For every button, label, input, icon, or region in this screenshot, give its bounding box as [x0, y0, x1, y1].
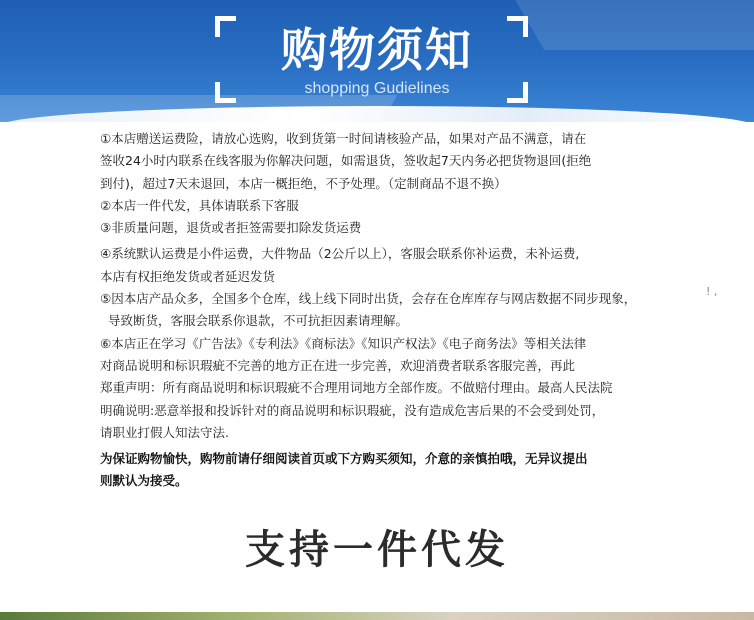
note-line: 本店有权拒绝发货或者延迟发货 [100, 268, 276, 284]
note-line: 郑重声明：所有商品说明和标识瑕疵不合理用词地方全部作废。不做赔付理由。最高人民法院 [100, 380, 613, 396]
note-line: ⑤因本店产品众多，全国多个仓库，线上线下同时出货，会存在仓库库存与网店数据不同步现象， [100, 291, 637, 307]
note-line: ③非质量问题，退货或者拒签需要扣除发货运费 [100, 220, 362, 236]
banner-title: 购物须知 [281, 23, 473, 77]
note-line: ①本店赠送运费险，请放心选购，收到货第一时间请核验产品，如果对产品不满意，请在 [100, 131, 587, 146]
note-line: 导致断货，客服会联系你退款，不可抗拒因素请理解。 [108, 313, 409, 329]
shopping-notes [100, 128, 700, 493]
notice-line: 为保证购物愉快，购物前请仔细阅读首页或下方购买须知，介意的亲慎拍哦，无异议提出 [100, 451, 588, 467]
bottom-image-strip [0, 612, 754, 620]
header-banner [0, 0, 754, 122]
note-line: 签收24小时内联系在线客服为你解决问题，如需退货，签收起7天内务必把货物退回(拒绝 [100, 153, 592, 169]
note-line: 到付)，超过7天未退回，本店一概拒绝，不予处理。（定制商品不退不换） [100, 175, 507, 191]
note-line: 对商品说明和标识瑕疵不完善的地方正在进一步完善，欢迎消费者联系客服完善，再此 [100, 357, 576, 373]
banner-subtitle: shopping Gudielines [304, 80, 450, 97]
note-line: ②本店一件代发，具体请联系下客服 [100, 197, 299, 213]
notice-line: 则默认为接受。 [100, 473, 188, 489]
stray-mark: ! , [706, 285, 718, 298]
note-line: ⑥本店正在学习《广告法》《专利法》《商标法》《知识产权法》《电子商务法》等相关法律 [100, 335, 587, 351]
note-line: ④系统默认运费是小件运费，大件物品（2公斤以上），客服会联系你补运费，未补运费, [100, 246, 580, 262]
note-line: 请职业打假人知法守法. [100, 424, 229, 440]
footer-title: 支持一件代发 [245, 527, 509, 573]
note-line: 明确说明:恶意举报和投诉针对的商品说明和标识瑕疵，没有造成危害后果的不会受到处罚， [100, 402, 605, 418]
